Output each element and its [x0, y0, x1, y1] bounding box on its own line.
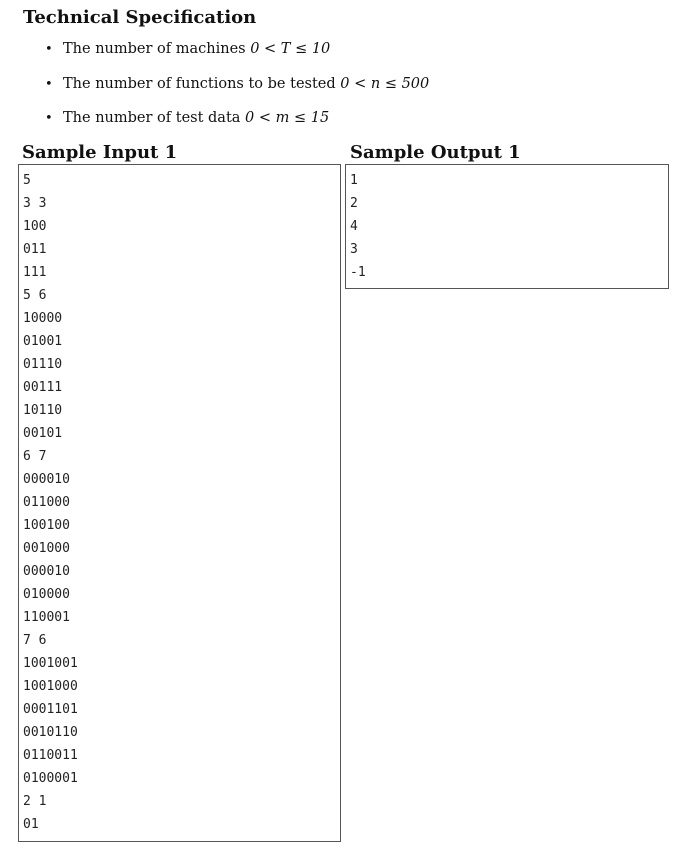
sample-output-line: -1 [350, 265, 366, 280]
sample-input-line: 111 [23, 265, 47, 280]
spec-item-functions [45, 75, 429, 94]
sample-output-heading: Sample Output 1 [350, 142, 521, 163]
sample-input-line: 0010110 [23, 725, 78, 740]
sample-input-line: 011 [23, 242, 47, 257]
sample-input-line: 7 6 [23, 633, 47, 648]
technical-specification-heading: Technical Specification [23, 7, 257, 28]
sample-output-line: 3 [350, 242, 358, 257]
sample-input-line: 01001 [23, 334, 63, 349]
sample-input-line: 001000 [23, 541, 70, 556]
spec-item-text: The number of test data [63, 110, 246, 126]
sample-input-line: 010000 [23, 587, 70, 602]
bullet-icon: • [45, 111, 53, 126]
sample-input-line: 1001001 [23, 656, 78, 671]
sample-input-line: 110001 [23, 610, 70, 625]
sample-input-line: 0100001 [23, 771, 78, 786]
spec-item-machines [45, 40, 330, 59]
sample-output-box[interactable] [345, 164, 669, 289]
sample-input-heading: Sample Input 1 [22, 142, 178, 163]
sample-input-line: 0110011 [23, 748, 78, 763]
sample-input-line: 1001000 [23, 679, 78, 694]
spec-item-math: 0 < m ≤ 15 [245, 110, 330, 126]
sample-input-line: 3 3 [23, 196, 47, 211]
sample-output-line: 4 [350, 219, 358, 234]
bullet-icon: • [45, 77, 53, 92]
sample-input-line: 100100 [23, 518, 70, 533]
sample-input-line: 01 [23, 817, 39, 832]
sample-input-box[interactable] [18, 164, 341, 842]
spec-item-text: The number of functions to be tested [63, 76, 341, 92]
sample-input-line: 01110 [23, 357, 63, 372]
spec-item-text: The number of machines [63, 41, 251, 57]
sample-input-line: 5 6 [23, 288, 47, 303]
sample-input-line: 0001101 [23, 702, 78, 717]
spec-item-math: 0 < T ≤ 10 [250, 41, 331, 57]
sample-input-line: 00111 [23, 380, 63, 395]
sample-input-line: 5 [23, 173, 31, 188]
sample-input-line: 2 1 [23, 794, 47, 809]
sample-output-line: 2 [350, 196, 358, 211]
sample-input-line: 00101 [23, 426, 63, 441]
sample-input-line: 011000 [23, 495, 70, 510]
sample-input-line: 000010 [23, 472, 70, 487]
spec-item-math: 0 < n ≤ 500 [340, 76, 430, 92]
sample-input-line: 10110 [23, 403, 63, 418]
sample-input-line: 10000 [23, 311, 63, 326]
sample-input-line: 000010 [23, 564, 70, 579]
bullet-icon: • [45, 42, 53, 57]
sample-input-line: 6 7 [23, 449, 47, 464]
spec-item-test-data [45, 109, 329, 128]
sample-output-line: 1 [350, 173, 358, 188]
sample-input-line: 100 [23, 219, 47, 234]
